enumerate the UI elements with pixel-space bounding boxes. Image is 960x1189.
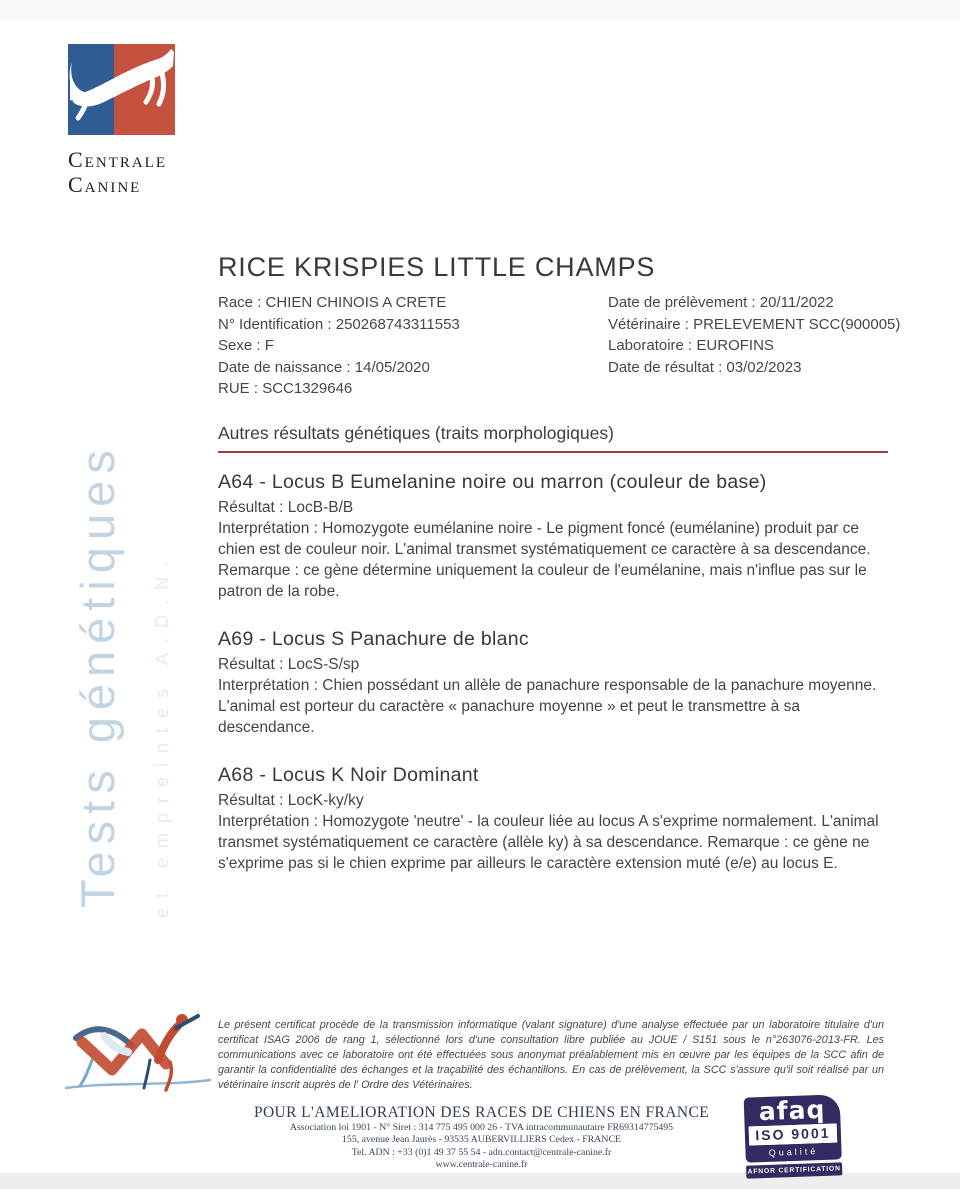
detail-label: Sexe [218, 337, 253, 355]
detail-separator: : [683, 337, 697, 355]
detail-label: N° Identification [218, 315, 324, 333]
detail-label: Date de naissance [218, 358, 343, 376]
organization-block [218, 1104, 745, 1171]
result-heading: A64 - Locus B Eumelanine noire ou marron (couleur de base) [218, 471, 767, 493]
afaq-brand-text: afaq [758, 1094, 826, 1127]
detail-row-veterinaire [608, 314, 900, 336]
detail-label: Laboratoire [608, 337, 684, 355]
detail-row-naissance [218, 357, 460, 379]
result-value: Résultat : LocS-S/sp [218, 656, 360, 673]
org-address-line: 155, avenue Jean Jaurès - 93535 AUBERVILLIERS Cedex - FRANCE [342, 1134, 621, 1146]
detail-separator: : [249, 380, 263, 398]
detail-label: Date de prélèvement [608, 294, 748, 311]
detail-separator: : [253, 294, 266, 311]
detail-value: 20/11/2022 [759, 294, 834, 311]
detail-row-race [218, 292, 460, 314]
results-list [218, 470, 890, 899]
detail-value: 250268743311553 [335, 315, 460, 333]
result-block-a69 [218, 627, 890, 738]
result-block-a68 [218, 763, 890, 874]
org-siret-line: Association loi 1901 - N° Siret : 314 775 495 000 26 - TVA intracommunautaire FR69314775495 [289, 1122, 674, 1133]
detail-separator: : [252, 337, 265, 355]
result-value: Résultat : LocK-ky/ky [218, 792, 364, 809]
result-value: Résultat : LocB-B/B [218, 499, 354, 516]
result-heading: A68 - Locus K Noir Dominant [218, 764, 479, 786]
detail-value: CHIEN CHINOIS A CRETE [265, 294, 447, 311]
detail-label: Race [218, 294, 254, 311]
disclaimer-text: Le présent certificat procède de la transmission informatique (valant signature) d'une analyse effectuée par un laboratoire titulaire d'un certificat ISAG 2006 de rang 1, sélectionné lors d'une consultation libre publiée au JOUE / S151 sous le n°263076-2013-FR. Les communications avec ce laboratoire ont été effectuées sous anonymat préalablement mis en œuvre par les équipes de la SCC afin de garantir la confidentialité des échanges et la traçabilité des échantillons. En cas de prélèvement, la SCC s'assure qu'il soit réalisé par un vétérinaire inscrit auprès de l' Ordre des Vétérinaires. [218, 1019, 884, 1091]
result-heading: A69 - Locus S Panachure de blanc [218, 628, 529, 650]
dog-name-title: RICE KRISPIES LITTLE CHAMPS [218, 252, 656, 282]
dog-logo-icon [68, 44, 175, 135]
afaq-iso9001-badge [744, 1094, 843, 1178]
result-interpretation: Interprétation : Chien possédant un allèle de panachure responsable de la panachure moyenne. L'animal est porteur du caractère « panachure moyenne » et peut le transmettre à sa descendance. [218, 677, 877, 736]
org-contact-line: Tel. ADN : +33 (0)1 49 37 55 54 - adn.contact@centrale-canine.fr [351, 1146, 612, 1158]
running-dog-sketch-icon [58, 1000, 216, 1105]
detail-row-rue [218, 378, 460, 400]
org-title: POUR L'AMELIORATION DES RACES DE CHIENS EN FRANCE [253, 1104, 710, 1121]
detail-label: Vétérinaire [608, 315, 681, 333]
org-website-line: www.centrale-canine.fr [435, 1158, 528, 1170]
detail-row-prelevement [608, 292, 900, 314]
watermark-secondary-text: et empreintes A.D.N. [152, 551, 172, 918]
detail-value: SCC1329646 [262, 380, 353, 398]
detail-separator: : [680, 315, 694, 333]
result-interpretation: Interprétation : Homozygote eumélanine noire - Le pigment foncé (eumélanine) produit par ce chien est de couleur noir. L'animal transmet systématiquement ce caractère à sa descendance. Remarque : ce gène détermine uniquement la couleur de l'eumélanine, mais n'influe pas sur le patron de la robe. [218, 520, 871, 600]
afaq-badge-top [744, 1094, 842, 1162]
logo-word-canine: Canine [68, 172, 142, 197]
scan-edge-top [0, 0, 960, 20]
detail-value: 03/02/2023 [726, 358, 802, 376]
detail-value: 14/05/2020 [354, 358, 430, 376]
detail-row-sexe [218, 335, 460, 357]
detail-separator: : [323, 315, 336, 333]
dog-details-left [218, 292, 460, 400]
detail-separator: : [713, 358, 727, 376]
afnor-certification-label: AFNOR CERTIFICATION [746, 1162, 842, 1178]
detail-label: Date de résultat [608, 358, 714, 376]
logo-word-centrale: Centrale [68, 147, 167, 172]
detail-separator: : [342, 358, 355, 376]
result-block-a64 [218, 470, 890, 602]
detail-row-resultat [608, 357, 900, 379]
dog-details-right [608, 292, 900, 378]
watermark-tests-genetiques: Tests génétiques [71, 443, 124, 908]
detail-label: RUE [218, 380, 250, 398]
logo-wordmark [68, 147, 178, 197]
detail-value: PRELEVEMENT SCC(900005) [693, 315, 901, 333]
detail-value: EUROFINS [696, 337, 774, 355]
detail-separator: : [747, 294, 760, 311]
section-title: Autres résultats génétiques (traits morphologiques) [218, 423, 888, 453]
result-interpretation: Interprétation : Homozygote 'neutre' - la couleur liée au locus A s'exprime normalement. L'animal transmet systématiquement ce caractère (allèle ky) à sa descendance. Remarque : ce gène ne s'exprime pas si le chien exprime par ailleurs le caractère extension muté (e/e) au locus E. [218, 813, 879, 872]
afaq-quality-label: Qualité [768, 1146, 819, 1158]
centrale-canine-logo [68, 44, 178, 197]
detail-row-laboratoire [608, 335, 900, 357]
detail-row-identification [218, 314, 460, 336]
afaq-iso-label: ISO 9001 [749, 1123, 838, 1145]
detail-value: F [264, 337, 274, 355]
